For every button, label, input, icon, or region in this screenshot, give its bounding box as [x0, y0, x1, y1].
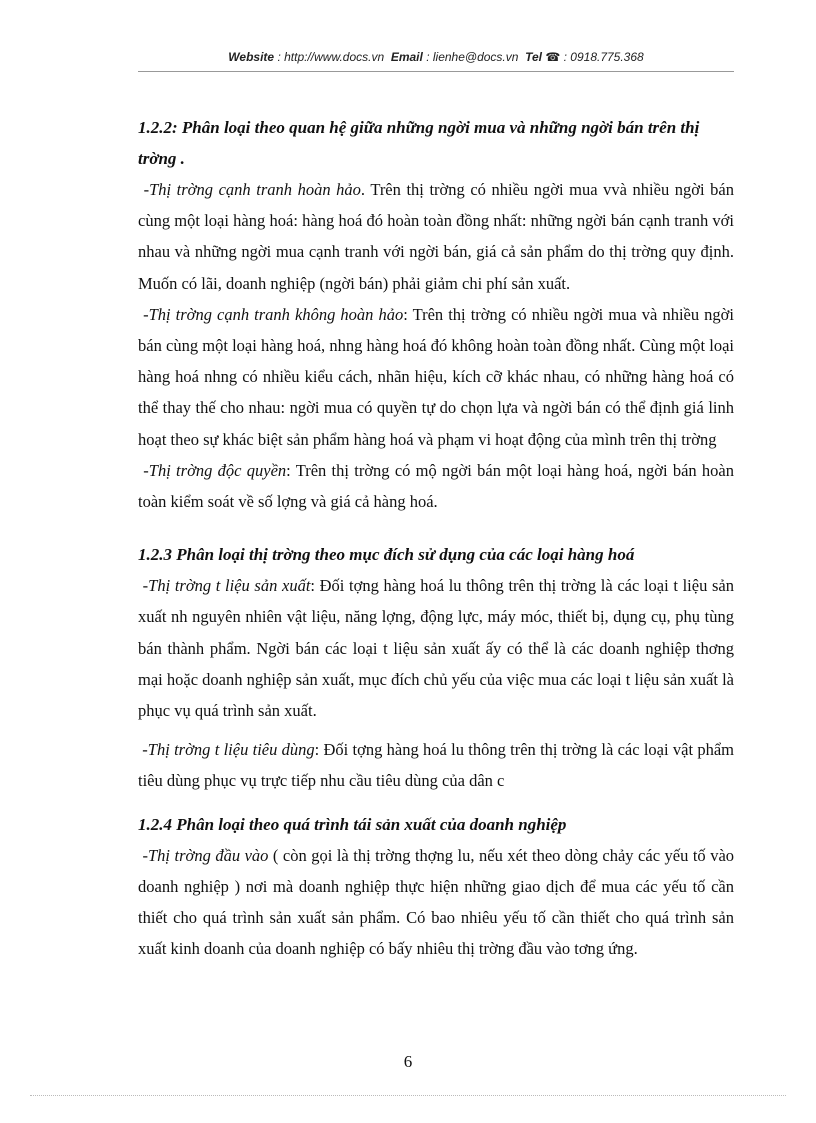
spacer [138, 726, 734, 734]
paragraph [138, 174, 734, 299]
page-bottom-rule [30, 1095, 786, 1096]
paragraph-text: : Trên thị trờng có nhiều ngời mua và nhiều ngời bán cùng một loại hàng hoá, nhng hàng hoá đó không hoàn toàn đồng nhất. Cùng một loại hàng hoá nhng có nhiều kiểu cách, nhãn hiệu, kích cỡ khác nhau, có những hàng hoá có thể thay thế cho nhau: ngời mua có quyền tự do chọn lựa và ngời bán có thể định giá linh hoạt theo sự khác biệt sản phẩm hàng hoá và phạm vi hoạt động của mình trên thị trờng [138, 304, 734, 449]
paragraph [138, 299, 734, 455]
website-label: Website [228, 50, 275, 64]
paragraph-term: -Thị trờng cạnh tranh hoàn hảo [143, 180, 361, 199]
paragraph [138, 840, 734, 965]
document-body [138, 112, 734, 964]
section-heading: 1.2.3 Phân loại thị trờng theo mục đích sử dụng của các loại hàng hoá [138, 545, 635, 565]
website-url[interactable]: : http://www.docs.vn [277, 50, 385, 64]
paragraph-text: : Đối tợng hàng hoá lu thông trên thị trờng là các loại vật phẩm tiêu dùng phục vụ trực tiếp nhu cầu tiêu dùng của dân c [138, 740, 734, 791]
paragraph-text: : Trên thị trờng có mộ ngời bán một loại hàng hoá, ngời bán hoàn toàn kiểm soát về số lợng và giá cả hàng hoá. [138, 460, 735, 512]
spacer [138, 517, 734, 539]
paragraph [138, 570, 734, 726]
paragraph [138, 734, 734, 796]
paragraph [138, 455, 734, 517]
paragraph-term: -Thị trờng t liệu tiêu dùng [142, 740, 315, 760]
email-label: Email [390, 50, 423, 64]
section-heading: 1.2.4 Phân loại theo quá trình tái sản xuất của doanh nghiệp [138, 814, 567, 834]
paragraph-text: . Trên thị trờng có nhiều ngời mua vvà nhiều ngời bán cùng một loại hàng hoá: hàng hoá đó hoàn toàn đồng nhất: những ngời bán cạnh tranh với nhau và những ngời mua cạnh tranh với ngời bán, giá cả sản phẩm do thị trờng quy định. Muốn có lãi, doanh nghiệp (ngời bán) phải giảm chi phí sản xuất. [138, 180, 734, 293]
paragraph-text: ( còn gọi là thị trờng thợng lu, nếu xét theo dòng chảy các yếu tố vào doanh nghiệp ) nơi mà doanh nghiệp thực hiện những giao dịch để mua các yếu tố cần thiết cho quá trình sản xuất sản phẩm. Có bao nhiêu yếu tố cần thiết cho quá trình sản xuất kinh doanh của doanh nghiệp có bấy nhiêu thị trờng đầu vào tơng ứng. [138, 845, 735, 959]
paragraph-text: : Đối tợng hàng hoá lu thông trên thị trờng là các loại t liệu sản xuất nh nguyên nhiên vật liệu, năng lợng, động lực, máy móc, thiết bị, dụng cụ, phụ tùng bán thành phẩm. Ngời bán các loại t liệu sản xuất ấy có thể là các doanh nghiệp thơng mại hoặc doanh nghiệp sản xuất, mục đích chủ yếu của việc mua các loại t liệu sản xuất là phục vụ quá trình sản xuất. [138, 576, 734, 721]
page-header [138, 50, 734, 64]
paragraph-term: -Thị trờng đầu vào [142, 845, 269, 865]
paragraph-term: -Thị trờng t liệu sản xuất [142, 576, 311, 596]
page-number: 6 [403, 1052, 413, 1071]
tel-label: Tel ☎ [525, 50, 561, 64]
email-address[interactable]: : lienhe@docs.vn [426, 50, 519, 64]
tel-number: : 0918.775.368 [563, 50, 644, 64]
spacer [138, 797, 734, 809]
paragraph-term: -Thị trờng độc quyền [143, 460, 287, 480]
header-rule [138, 71, 734, 72]
paragraph-term: -Thị trờng cạnh tranh không hoàn hảo [143, 304, 404, 324]
section-heading: 1.2.2: Phân loại theo quan hệ giữa những ngời mua và những ngời bán trên thị trờng . [138, 118, 700, 168]
